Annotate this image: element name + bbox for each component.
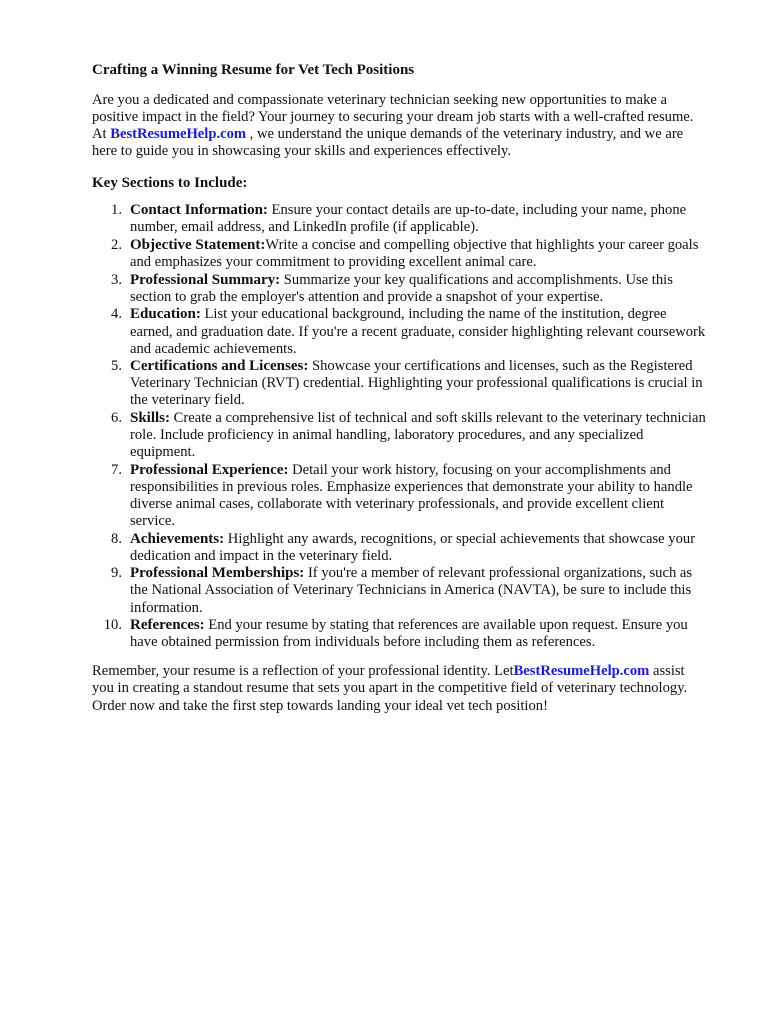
list-item-label: Contact Information: bbox=[130, 202, 268, 219]
intro-text-after-link: , we understand the unique demands of the veterinary industry, and we are here to guide you in showcasing your skills and experiences effectively. bbox=[92, 126, 684, 160]
list-item-label: Certifications and Licenses: bbox=[130, 358, 309, 375]
list-item-text: Summarize your key qualifications and accomplishments. Use this section to grab the employer's attention and provide a snapshot of your expertise. bbox=[130, 271, 673, 305]
closing-site-link[interactable]: BestResumeHelp.com bbox=[513, 663, 650, 680]
list-item-number: 3. bbox=[111, 271, 122, 288]
list-item-text: Ensure your contact details are up-to-date, including your name, phone number, email address, and LinkedIn profile (if applicable). bbox=[130, 202, 687, 236]
list-item bbox=[92, 237, 708, 271]
list-item-text: List your educational background, including the name of the institution, degree earned, and graduation date. If you're a recent graduate, consider highlighting relevant coursework and academic achievements. bbox=[130, 306, 706, 357]
list-item bbox=[92, 306, 708, 357]
list-item-text: Create a comprehensive list of technical and soft skills relevant to the veterinary technician role. Include proficiency in animal handling, laboratory procedures, and any specialized equipment. bbox=[130, 410, 706, 461]
intro-paragraph bbox=[92, 92, 708, 160]
list-item bbox=[92, 202, 708, 236]
list-item-number: 5. bbox=[111, 358, 122, 375]
list-item bbox=[92, 272, 708, 306]
list-item-text: Highlight any awards, recognitions, or special achievements that showcase your dedication and impact in the veterinary field. bbox=[130, 530, 696, 564]
list-item-number: 7. bbox=[111, 461, 122, 478]
list-item-label: Professional Experience: bbox=[130, 461, 289, 478]
list-item-text: Detail your work history, focusing on your accomplishments and responsibilities in previous roles. Emphasize experiences that demonstrate your ability to handle diverse animal cases, collaborate with veterinary professionals, and provide excellent client service. bbox=[130, 461, 693, 530]
closing-text-after-link: assist you in creating a standout resume that sets you apart in the competitive field of veterinary technology. Order now and take the first step towards landing your ideal vet tech position! bbox=[92, 663, 688, 714]
list-item bbox=[92, 531, 708, 565]
list-item-text: End your resume by stating that references are available upon request. Ensure you have obtained permission from individuals before including them as references. bbox=[130, 617, 688, 651]
list-item bbox=[92, 410, 708, 461]
document-page bbox=[92, 60, 708, 729]
list-item-label: Objective Statement: bbox=[130, 237, 266, 254]
list-item bbox=[92, 565, 708, 616]
intro-site-link[interactable]: BestResumeHelp.com bbox=[110, 126, 247, 143]
list-item-number: 10. bbox=[103, 617, 122, 634]
list-item-number: 8. bbox=[111, 530, 122, 547]
list-item-number: 4. bbox=[111, 306, 122, 323]
list-item bbox=[92, 617, 708, 651]
sections-heading: Key Sections to Include: bbox=[92, 175, 248, 192]
list-item-number: 6. bbox=[111, 410, 122, 426]
list-item-label: References: bbox=[130, 617, 205, 634]
list-item-label: Achievements: bbox=[130, 530, 225, 547]
list-item-label: Professional Memberships: bbox=[130, 565, 305, 582]
closing-paragraph bbox=[92, 663, 708, 714]
list-item-text: If you're a member of relevant professional organizations, such as the National Association of Veterinary Technicians in America (NAVTA), be sure to include this information. bbox=[130, 565, 693, 616]
list-item-label: Education: bbox=[130, 306, 201, 323]
closing-text-before-link: Remember, your resume is a reflection of your professional identity. Let bbox=[92, 663, 514, 680]
list-item-number: 2. bbox=[111, 237, 122, 254]
list-item-number: 1. bbox=[111, 202, 122, 219]
list-item bbox=[92, 462, 708, 530]
intro-text-before-link: Are you a dedicated and compassionate veterinary technician seeking new opportunities to make a positive impact in the field? Your journey to securing your dream job starts with a well-crafted resume. At bbox=[92, 92, 694, 143]
list-item bbox=[92, 358, 708, 409]
list-item-text: Showcase your certifications and licenses, such as the Registered Veterinary Technician (RVT) credential. Highlighting your professional qualifications is crucial in the veterinary field. bbox=[130, 358, 703, 409]
sections-list bbox=[92, 202, 708, 651]
list-item-number: 9. bbox=[111, 565, 122, 582]
list-item-label: Professional Summary: bbox=[130, 271, 281, 288]
list-item-text: Write a concise and compelling objective that highlights your career goals and emphasizes your commitment to providing excellent animal care. bbox=[130, 237, 699, 271]
list-item-label: Skills: bbox=[130, 410, 171, 426]
document-title: Crafting a Winning Resume for Vet Tech Positions bbox=[92, 62, 415, 78]
